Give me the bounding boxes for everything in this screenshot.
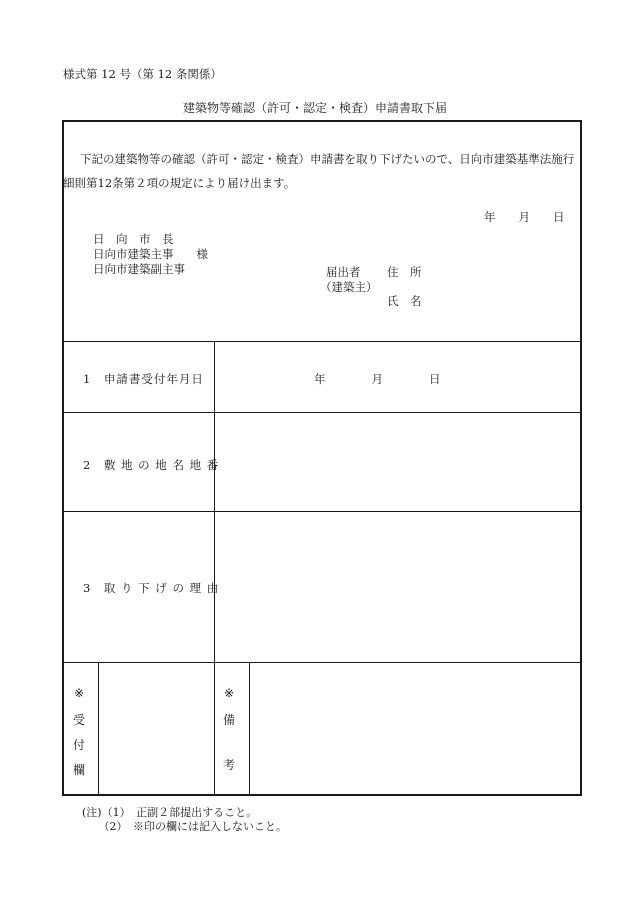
divider-row2 [62,511,582,512]
intro-text-line2: 細則第12条第２項の規定により届け出ます。 [63,176,296,190]
note-line: （2） ※印の欄には記入しないこと。 [82,820,287,833]
addressee-block [93,232,208,277]
remarks-char: 考 [222,758,235,772]
reception-char: ※ [73,686,85,700]
remarks-divider [249,662,250,796]
remarks-char: 備 [222,713,235,727]
withdrawal-reason-field[interactable] [216,513,580,661]
divider-row3 [62,662,582,663]
reception-divider-2 [214,662,215,796]
divider-header [62,341,582,342]
label-column-divider [214,341,215,662]
reception-char: 受 [72,713,85,727]
reception-column-label [69,686,89,776]
reception-char: 付 [72,738,85,752]
note-line: (注)（1） 正副２部提出すること。 [82,806,258,819]
addressee-line: 日 向 市 長 [93,232,174,246]
divider-row1 [62,412,582,413]
remarks-char: ※ [223,686,235,700]
receipt-date-label: 1 申請書受付年月日 [83,372,204,386]
remarks-column-label [219,686,239,776]
submission-date[interactable]: 年 月 日 [484,210,565,224]
addressee-line: 日向市建築主事 様 [93,247,208,261]
notifier-name-label: 氏 名 [387,294,422,308]
addressee-line: 日向市建築副主事 [93,262,185,276]
site-address-field[interactable] [216,414,580,510]
reception-divider-1 [98,662,99,796]
receipt-date-field[interactable]: 年 月 日 [314,372,441,386]
notifier-address-label: 住 所 [387,265,422,279]
intro-text-line1: 下記の建築物等の確認（許可・認定・検査）申請書を取り下げたいので、日向市建築基準法施行 [80,152,575,166]
document-title: 建築物等確認（許可・認定・検査）申請書取下届 [182,101,447,115]
notifier-sub-label: （建築主） [320,280,378,294]
site-address-label: 2 敷 地 の 地 名 地 番 [83,458,220,472]
notifier-label: 届出者 [326,265,361,279]
reception-char: 欄 [72,763,85,777]
form-number: 様式第 12 号（第 12 条関係） [63,67,222,81]
withdrawal-reason-label: 3 取 り 下 げ の 理 由 [83,581,220,595]
notes-block [82,806,287,834]
